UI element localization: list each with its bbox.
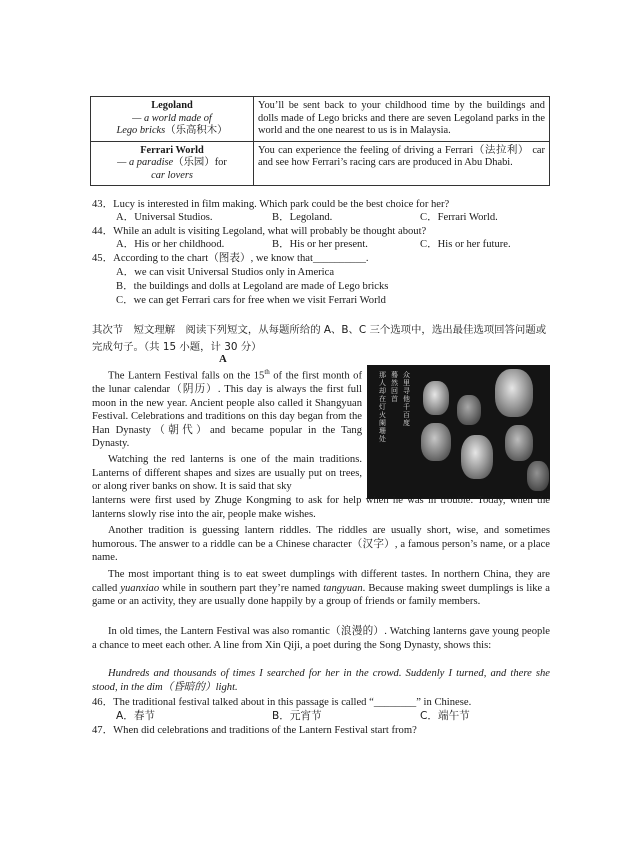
option-44-c: C．His or her future. — [420, 239, 511, 250]
passage-paragraph: lanterns were first used by Zhuge Kongming to ask for help when he was in trouble. Today, when the lanterns slowly rise into the air, people make wishes. — [92, 495, 550, 520]
question-45: 45．According to the chart（图表）, we know that__________. — [92, 253, 369, 264]
park-name-cell — [91, 141, 254, 186]
passage-paragraph — [92, 568, 550, 609]
passage-letter: A — [219, 353, 227, 365]
paragraph-text: . Because making sweet dumplings is like a game or an activity, they are usually done happily by a group of friends or family members. — [92, 582, 550, 607]
lantern — [495, 369, 533, 417]
passage-paragraph: Watching the red lanterns is one of the main traditions. Lanterns of different shapes and sizes are usually put on trees, or along river banks on show. It is said that sky — [92, 454, 362, 492]
option-43-a: A．Universal Studios. — [116, 212, 213, 223]
park-name: Legoland — [151, 100, 193, 111]
paragraph-text: The most important thing is to eat sweet dumplings with different tastes. In northern China, they are called — [92, 569, 550, 594]
paragraph-text: of the first — [269, 370, 320, 382]
lantern — [423, 381, 449, 415]
poem-column: 蓦然回首 — [391, 371, 398, 403]
lantern — [457, 395, 481, 425]
park-description: You’ll be sent back to your childhood time by the buildings and dolls made of Lego bricks and there are seven Legoland parks in the world and the one nearest to us is in Malaysia. — [254, 97, 550, 142]
option-43-c: C．Ferrari World. — [420, 212, 498, 223]
table-row — [91, 141, 550, 186]
poem-column: 众里寻他千百度 — [403, 371, 410, 427]
option-45-a: A．we can visit Universal Studios only in America — [116, 267, 335, 278]
lantern — [461, 435, 493, 479]
option-45-c: C．we can get Ferrari cars for free when we visit Ferrari World — [116, 295, 386, 306]
paragraph-text: while in southern part they’re named — [159, 582, 324, 594]
option-44-a: A．His or her childhood. — [116, 239, 225, 250]
paragraph-text: The Lantern Festival falls on the 15 — [108, 370, 265, 382]
question-43: 43．Lucy is interested in film making. Which park could be the best choice for her? — [92, 199, 450, 210]
question-47: 47．When did celebrations and traditions of the Lantern Festival start from? — [92, 725, 417, 736]
park-subtitle-cn: （乐园）for — [173, 157, 227, 168]
lantern — [527, 461, 549, 491]
poem-quote: Hundreds and thousands of times I searched for her in the crowd. Suddenly I turned, and there she stood, in the dim（昏暗的）light. — [92, 668, 550, 693]
passage-paragraph: Another tradition is guessing lantern riddles. The riddles are usually short, wise, and sometimes humorous. The answer to a riddle can be a Chinese character（汉字）, a famous person’s name, or a place name. — [92, 525, 550, 563]
section-heading: 其次节 短文理解 阅读下列短文，从每题所给的 A、B、C 三个选项中，选出最佳选项回答问题或完成句子。（共 15 小题，计 30 分） — [92, 324, 547, 353]
italic-term: tangyuan — [323, 582, 363, 594]
option-46-c: C．端午节 — [420, 710, 470, 722]
question-44: 44．While an adult is visiting Legoland, what will probably be thought about? — [92, 226, 427, 237]
question-46: 46．The traditional festival talked about in this passage is called “________” in Chinese. — [92, 697, 472, 708]
lantern — [505, 425, 533, 461]
italic-term: yuanxiao — [120, 582, 160, 594]
table-row — [91, 97, 550, 142]
option-43-b: B．Legoland. — [272, 212, 333, 223]
park-description: You can experience the feeling of driving a Ferrari（法拉利） car and see how Ferrari’s racing cars are produced in Abu Dhabi. — [254, 141, 550, 186]
park-name-cell — [91, 97, 254, 142]
lantern-photo — [367, 365, 550, 499]
lantern — [421, 423, 451, 461]
option-46-b: B．元宵节 — [272, 710, 322, 722]
superscript: th — [264, 368, 270, 376]
parks-table — [90, 96, 550, 186]
option-46-a: A．春节 — [116, 710, 156, 722]
park-subtitle-cn: （乐高积木） — [165, 125, 228, 136]
passage-paragraph — [92, 366, 362, 451]
park-subtitle: Lego bricks — [116, 125, 166, 136]
passage-paragraph: In old times, the Lantern Festival was also romantic（浪漫的）. Watching lanterns gave young people a chance to meet each other. A line from Xin Qiji, a poet during the Song Dynasty, shows this: — [92, 626, 550, 651]
park-subtitle: car lovers — [151, 169, 193, 181]
option-45-b: B．the buildings and dolls at Legoland are made of Lego bricks — [116, 281, 389, 292]
park-name: Ferrari World — [140, 144, 204, 156]
option-44-b: B．His or her present. — [272, 239, 368, 250]
park-subtitle: — a paradise — [117, 157, 174, 168]
park-subtitle: — a world made of — [132, 112, 212, 124]
paragraph-text: month of the lunar calendar（阴历）. This day is always the first full moon in the new year. Ancient people also called it Shangyuan Festival. Celebrations and traditions on this day began from the Han Dynasty（朝代）and became popular in the Tang Dynasty. — [92, 370, 362, 450]
poem-column: 那人却在灯火阑珊处 — [379, 371, 386, 443]
